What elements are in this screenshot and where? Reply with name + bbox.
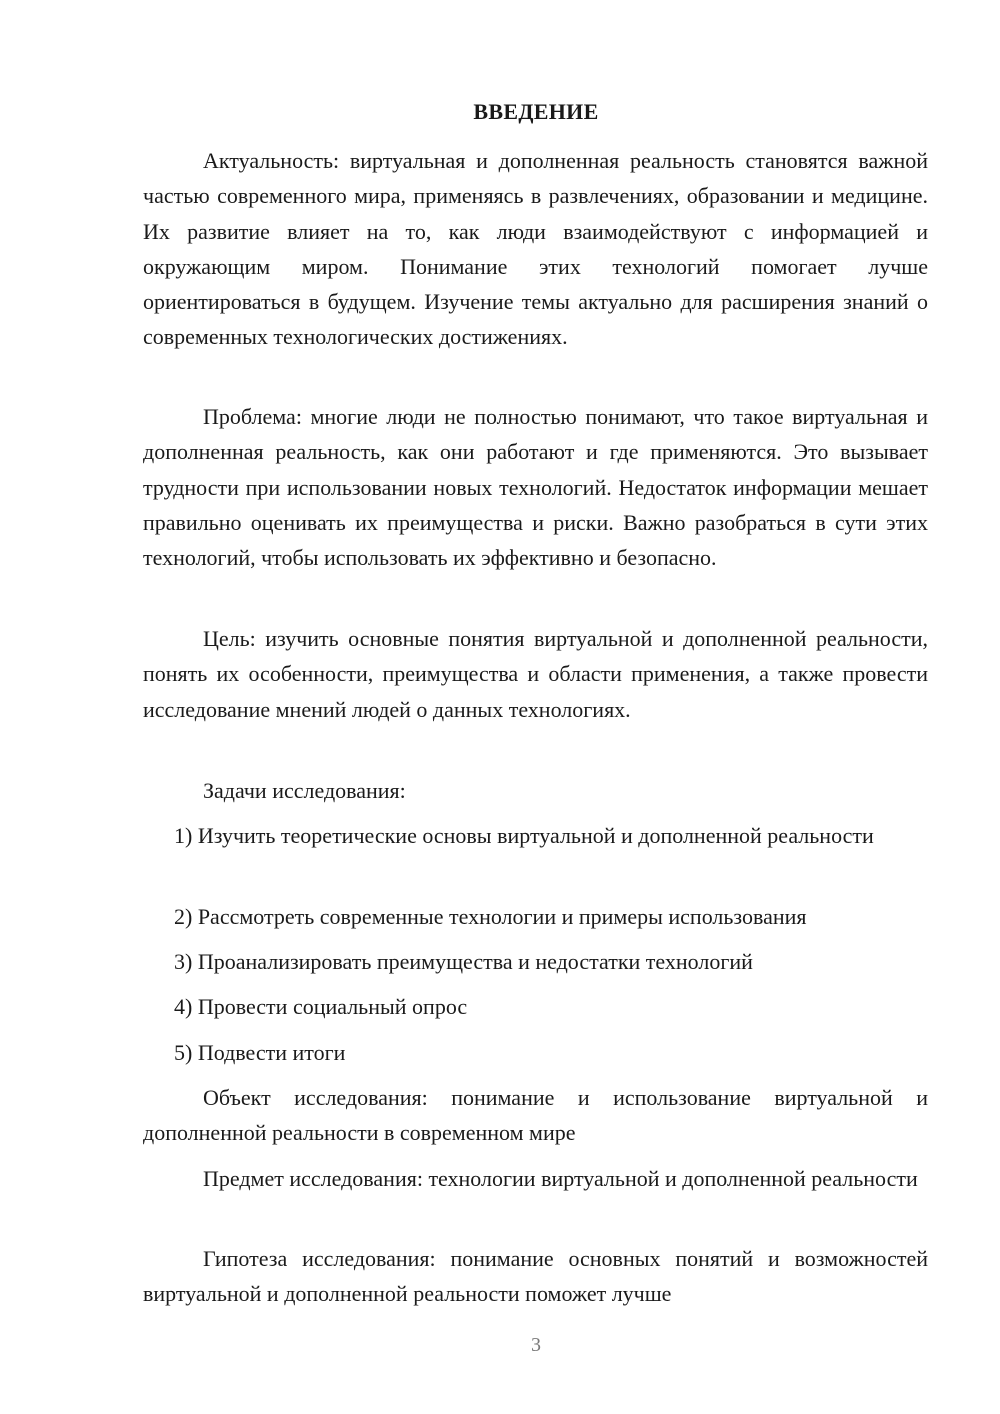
hypothesis-paragraph: Гипотеза исследования: понимание основных понятий и возможностей виртуальной и дополненной реальности поможет лучше xyxy=(143,1246,928,1307)
subject-paragraph: Предмет исследования: технологии виртуальной и дополненной реальности xyxy=(203,1166,918,1191)
task-item-4: 4) Провести социальный опрос xyxy=(174,994,468,1019)
page-number: 3 xyxy=(531,1334,541,1356)
task-item-2: 2) Рассмотреть современные технологии и примеры использования xyxy=(174,904,807,929)
relevance-paragraph: Актуальность: виртуальная и дополненная реальность становятся важной частью современного мира, применяясь в развлечениях, образовании и медицине. Их развитие влияет на то, как люди взаимодействуют с информацией и окружающим миром. Понимание этих технологий помогает лучше ориентироваться в будущем. Изучение темы актуально для расширения знаний о современных технологических достижениях. xyxy=(143,148,928,350)
section-heading: ВВЕДЕНИЕ xyxy=(473,99,599,124)
tasks-heading: Задачи исследования: xyxy=(203,778,406,803)
goal-paragraph: Цель: изучить основные понятия виртуальной и дополненной реальности, понять их особенности, преимущества и области применения, а также провести исследование мнений людей о данных технологиях. xyxy=(143,626,928,722)
task-item-1: 1) Изучить теоретические основы виртуальной и дополненной реальности xyxy=(174,823,874,848)
task-item-3: 3) Проанализировать преимущества и недостатки технологий xyxy=(174,949,753,974)
problem-paragraph: Проблема: многие люди не полностью понимают, что такое виртуальная и дополненная реальность, как они работают и где применяются. Это вызывает трудности при использовании новых технологий. Недостаток информации мешает правильно оценивать их преимущества и риски. Важно разобраться в сути этих технологий, чтобы использовать их эффективно и безопасно. xyxy=(143,404,928,571)
object-paragraph: Объект исследования: понимание и использование виртуальной и дополненной реальности в современном мире xyxy=(143,1085,928,1146)
task-item-5: 5) Подвести итоги xyxy=(174,1040,346,1065)
